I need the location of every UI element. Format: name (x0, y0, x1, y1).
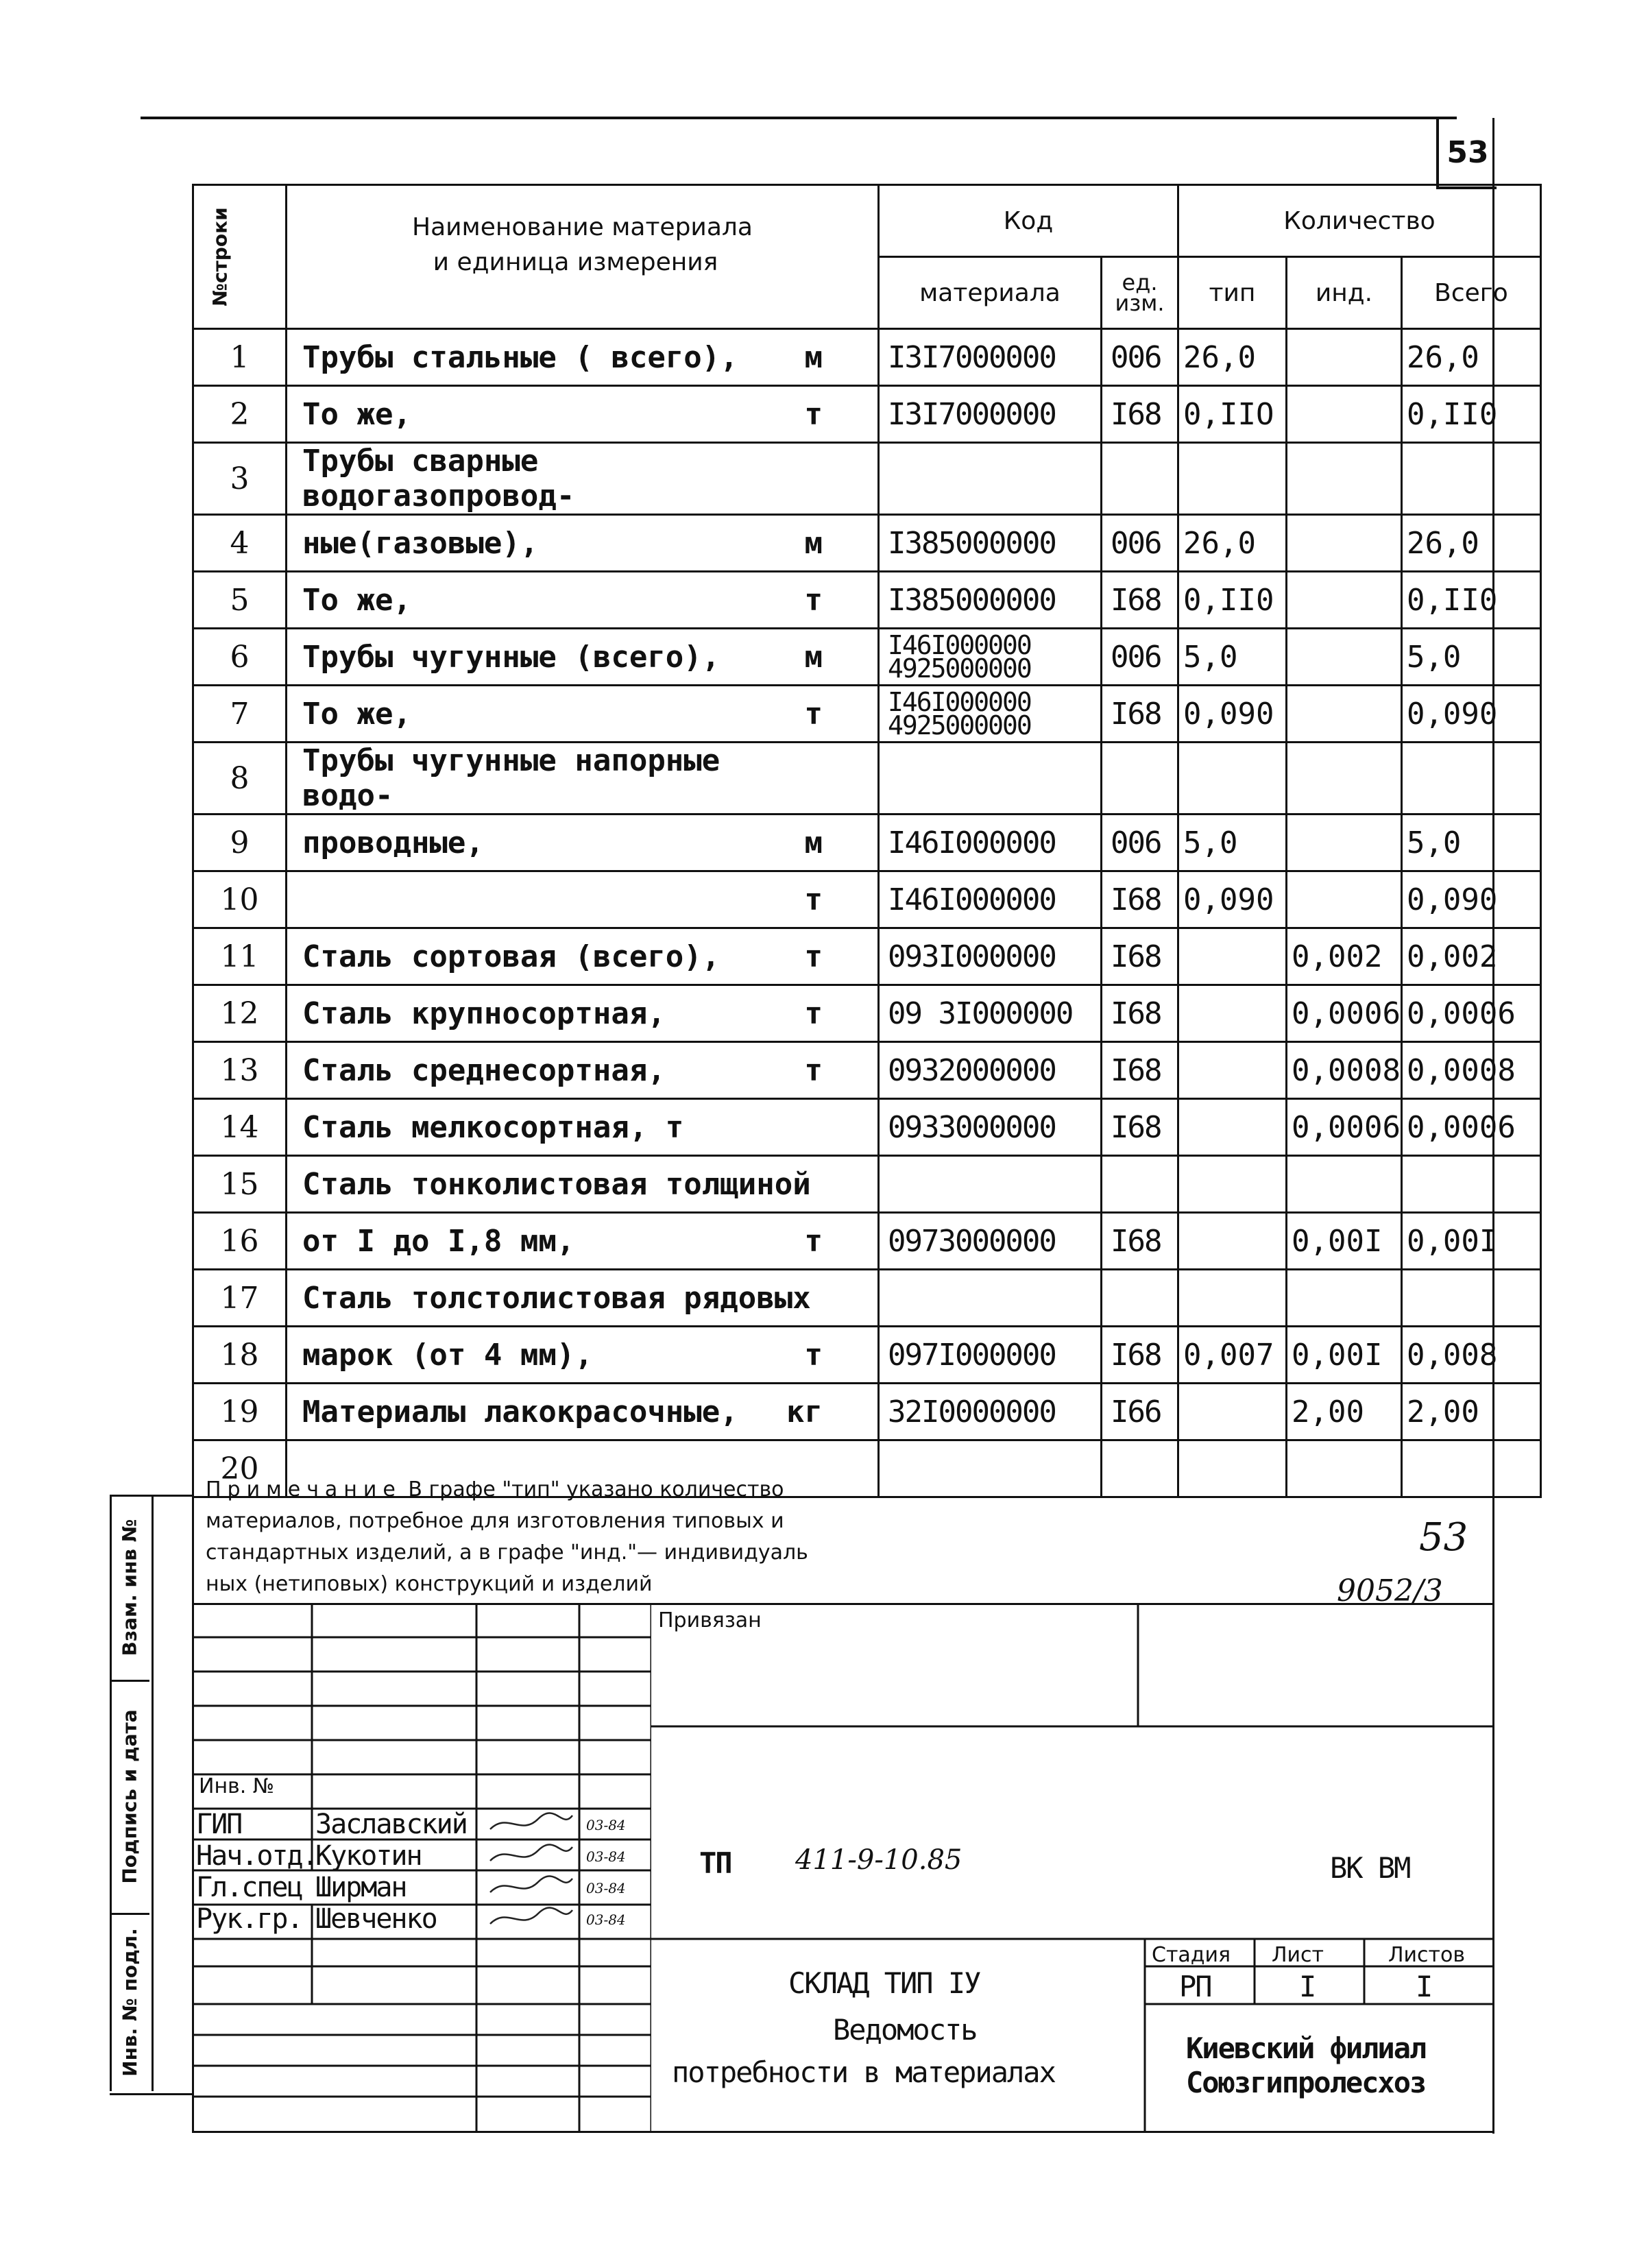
material-unit: т (804, 582, 823, 618)
qty-type (1178, 443, 1287, 515)
qty-total: 0,II0 (1401, 386, 1540, 443)
staff-date: 03-84 (586, 1880, 626, 1896)
staff-role: Рук.гр. (196, 1903, 302, 1935)
materials-table (192, 184, 1542, 1498)
staff-name: Шевченко (315, 1903, 437, 1935)
material-code: I46I000000 (879, 871, 1102, 928)
material-code: I3I7000000 (879, 329, 1102, 386)
stage-label: Стадия (1152, 1943, 1231, 1967)
qty-total: 2,00 (1401, 1384, 1540, 1440)
row-number: 12 (193, 985, 287, 1042)
qty-total: 0,II0 (1401, 572, 1540, 629)
qty-total (1401, 1270, 1540, 1327)
table-row (193, 815, 1541, 871)
qty-type (1178, 928, 1287, 985)
qty-total: 0,00I (1401, 1213, 1540, 1270)
code-header: Код (879, 185, 1178, 257)
material-code: 093I000000 (879, 928, 1102, 985)
unit-code: I68 (1102, 928, 1178, 985)
staff-row (192, 1872, 651, 1903)
row-number: 18 (193, 1327, 287, 1384)
table-row (193, 1213, 1541, 1270)
side-label-signature: Подпись и дата (118, 1709, 141, 1884)
material-code: 0932000000 (879, 1042, 1102, 1099)
note: Примечание В графе "тип" указано количество материалов, потребное для изготовления типовых и стандартных изделий, а в графе "инд."— индивидуаль ных (нетиповых) конструкций и изделий (206, 1477, 808, 1596)
row-number: 13 (193, 1042, 287, 1099)
material-name: То же, т (287, 386, 879, 443)
material-unit: т (804, 396, 823, 432)
code-unit-header: ед. изм. (1102, 257, 1178, 329)
table-row (193, 743, 1541, 815)
staff-role: Нач.отд. (196, 1840, 317, 1872)
qty-type: 5,0 (1178, 629, 1287, 686)
row-number: 17 (193, 1270, 287, 1327)
material-code: I385000000 (879, 515, 1102, 572)
unit-code: I68 (1102, 985, 1178, 1042)
unit-code (1102, 1156, 1178, 1213)
material-name (287, 871, 879, 928)
material-code: I385000000 (879, 572, 1102, 629)
material-name: проводные, м (287, 815, 879, 871)
staff-name: Заславский (315, 1809, 467, 1840)
top-rule (141, 117, 1457, 119)
material-code (879, 743, 1102, 815)
qty-total: 0,0008 (1401, 1042, 1540, 1099)
unit-code: I68 (1102, 686, 1178, 743)
row-number: 1 (193, 329, 287, 386)
title-line-1: СКЛАД ТИП IУ (788, 1966, 980, 2000)
table-row (193, 686, 1541, 743)
sheets-value: I (1416, 1970, 1432, 2003)
qty-type: 0,090 (1178, 871, 1287, 928)
qty-total (1401, 743, 1540, 815)
sheet-value: I (1299, 1970, 1316, 2003)
privyazan-label: Привязан (658, 1608, 762, 1632)
row-number: 6 (193, 629, 287, 686)
material-unit: м (804, 639, 823, 675)
qty-ind: 0,00I (1287, 1213, 1402, 1270)
qty-total: 0,090 (1401, 686, 1540, 743)
material-code: 32I0000000 (879, 1384, 1102, 1440)
handwritten-sheet-number: 53 (1419, 1515, 1468, 1560)
qty-type (1178, 985, 1287, 1042)
staff-name: Кукотин (315, 1840, 422, 1872)
qty-type: 0,090 (1178, 686, 1287, 743)
row-number: 14 (193, 1099, 287, 1156)
title-line-3: потребности в материалах (672, 2055, 1055, 2089)
qty-type (1178, 1042, 1287, 1099)
side-label-inventory: Инв. № подл. (118, 1927, 141, 2077)
qty-ind: 0,0008 (1287, 1042, 1402, 1099)
staff-date: 03-84 (586, 1817, 626, 1833)
qty-type-header: тип (1178, 257, 1287, 329)
name-header: Наименование материала и единица измерения (287, 185, 879, 329)
material-name: Сталь среднесортная, т (287, 1042, 879, 1099)
material-code: 097I000000 (879, 1327, 1102, 1384)
staff-name: Ширман (315, 1872, 407, 1903)
material-name: Трубы чугунные напорные водо- (287, 743, 879, 815)
qty-total: 0,002 (1401, 928, 1540, 985)
material-name: марок (от 4 мм), т (287, 1327, 879, 1384)
qty-total: 26,0 (1401, 515, 1540, 572)
table-row (193, 386, 1541, 443)
staff-row (192, 1809, 651, 1840)
unit-code: 006 (1102, 815, 1178, 871)
qty-total: 26,0 (1401, 329, 1540, 386)
material-unit: т (804, 1223, 823, 1259)
signature-mark (487, 1840, 576, 1872)
doc-code: ТП (699, 1846, 731, 1880)
row-number: 20 (193, 1440, 287, 1497)
unit-code (1102, 743, 1178, 815)
qty-ind (1287, 871, 1402, 928)
signature-mark (487, 1903, 576, 1935)
material-name: от I до I,8 мм, т (287, 1213, 879, 1270)
code-material-header: материала (879, 257, 1102, 329)
qty-ind (1287, 1156, 1402, 1213)
qty-ind (1287, 815, 1402, 871)
unit-code (1102, 443, 1178, 515)
unit-code: I66 (1102, 1384, 1178, 1440)
sheet-label: Лист (1272, 1943, 1324, 1967)
qty-ind-header: инд. (1287, 257, 1402, 329)
qty-ind (1287, 572, 1402, 629)
qty-type: 26,0 (1178, 515, 1287, 572)
qty-ind (1287, 443, 1402, 515)
row-number: 2 (193, 386, 287, 443)
material-unit: т (804, 996, 823, 1031)
row-number: 9 (193, 815, 287, 871)
material-unit: м (804, 339, 823, 375)
material-code: I46I000000 4925000000 (879, 686, 1102, 743)
qty-ind: 0,002 (1287, 928, 1402, 985)
unit-code (1102, 1270, 1178, 1327)
row-no-header: №строки (193, 185, 287, 329)
material-unit: кг (786, 1394, 823, 1429)
material-unit: м (804, 525, 823, 561)
material-code: I46I000000 (879, 815, 1102, 871)
qty-ind: 0,0006 (1287, 985, 1402, 1042)
staff-role: ГИП (196, 1809, 242, 1840)
staff-date: 03-84 (586, 1848, 626, 1865)
material-name: Сталь мелкосортная, т (287, 1099, 879, 1156)
material-code (879, 1270, 1102, 1327)
material-name: Трубы чугунные (всего), м (287, 629, 879, 686)
material-name: ные(газовые), м (287, 515, 879, 572)
material-code: I3I7000000 (879, 386, 1102, 443)
stamp-title-block (651, 1603, 1492, 2131)
material-name: Материалы лакокрасочные, кг (287, 1384, 879, 1440)
table-row (193, 928, 1541, 985)
unit-code: 006 (1102, 629, 1178, 686)
qty-ind (1287, 1270, 1402, 1327)
qty-type (1178, 743, 1287, 815)
material-name: Трубы стальные ( всего), м (287, 329, 879, 386)
qty-total: 0,090 (1401, 871, 1540, 928)
material-code: I46I000000 4925000000 (879, 629, 1102, 686)
material-name: Сталь крупносортная, т (287, 985, 879, 1042)
material-name: То же, т (287, 686, 879, 743)
row-number: 10 (193, 871, 287, 928)
table-row (193, 1099, 1541, 1156)
material-unit: т (804, 882, 823, 917)
material-unit: м (804, 825, 823, 860)
qty-ind (1287, 629, 1402, 686)
staff-role: Гл.спец (196, 1872, 302, 1903)
qty-type (1178, 1099, 1287, 1156)
material-name: Трубы сварные водогазопровод- (287, 443, 879, 515)
staff-date: 03-84 (586, 1911, 626, 1928)
row-number: 11 (193, 928, 287, 985)
material-name: Сталь тонколистовая толщиной (287, 1156, 879, 1213)
row-number: 4 (193, 515, 287, 572)
qty-ind (1287, 386, 1402, 443)
org-line-2: Союзгипролесхоз (1186, 2066, 1426, 2099)
qty-type: 0,II0 (1178, 572, 1287, 629)
qty-total: 5,0 (1401, 629, 1540, 686)
table-row (193, 572, 1541, 629)
material-name: То же, т (287, 572, 879, 629)
qty-type: 0,IIO (1178, 386, 1287, 443)
material-unit: т (804, 939, 823, 974)
table-row (193, 985, 1541, 1042)
qty-type (1178, 1270, 1287, 1327)
qty-ind (1287, 743, 1402, 815)
unit-code: I68 (1102, 871, 1178, 928)
unit-code: I68 (1102, 1327, 1178, 1384)
table-row (193, 329, 1541, 386)
row-number: 15 (193, 1156, 287, 1213)
table-row (193, 443, 1541, 515)
handwritten-doc-number: 9052/3 (1337, 1573, 1443, 1608)
material-name: Сталь сортовая (всего), т (287, 928, 879, 985)
material-unit: т (804, 1337, 823, 1373)
qty-total-header: Всего (1401, 257, 1540, 329)
material-name: Сталь толстолистовая рядовых (287, 1270, 879, 1327)
qty-type: 0,007 (1178, 1327, 1287, 1384)
qty-ind (1287, 686, 1402, 743)
row-number: 7 (193, 686, 287, 743)
qty-type: 26,0 (1178, 329, 1287, 386)
material-code (879, 1156, 1102, 1213)
qty-ind: 0,0006 (1287, 1099, 1402, 1156)
material-code: 0973000000 (879, 1213, 1102, 1270)
qty-total (1401, 1156, 1540, 1213)
table-row (193, 515, 1541, 572)
qty-ind (1287, 329, 1402, 386)
qty-total: 5,0 (1401, 815, 1540, 871)
signature-mark (487, 1872, 576, 1903)
unit-code: I68 (1102, 572, 1178, 629)
row-number: 8 (193, 743, 287, 815)
qty-total: 0,0006 (1401, 985, 1540, 1042)
qty-total: 0,008 (1401, 1327, 1540, 1384)
table-row (193, 1270, 1541, 1327)
note-title: Примечание (206, 1477, 402, 1501)
doc-mark: ВК ВМ (1330, 1851, 1410, 1885)
title-line-2: Ведомость (833, 2013, 977, 2047)
qty-type: 5,0 (1178, 815, 1287, 871)
doc-number: 411-9-10.85 (795, 1844, 962, 1876)
inv-no-label: Инв. № (199, 1774, 275, 1798)
qty-type (1178, 1384, 1287, 1440)
qty-type (1178, 1156, 1287, 1213)
qty-type (1178, 1213, 1287, 1270)
table-row (193, 1042, 1541, 1099)
material-unit: т (804, 696, 823, 732)
page-number: 53 (1436, 118, 1497, 189)
material-code (879, 443, 1102, 515)
material-unit: т (804, 1052, 823, 1088)
row-number: 16 (193, 1213, 287, 1270)
table-row (193, 1327, 1541, 1384)
unit-code: I68 (1102, 1099, 1178, 1156)
row-number: 3 (193, 443, 287, 515)
quantity-header: Количество (1178, 185, 1541, 257)
unit-code: 006 (1102, 515, 1178, 572)
table-row (193, 1384, 1541, 1440)
unit-code: I68 (1102, 386, 1178, 443)
row-number: 5 (193, 572, 287, 629)
org-line-1: Киевский филиал (1186, 2031, 1426, 2065)
unit-code: I68 (1102, 1042, 1178, 1099)
stage-value: РП (1179, 1970, 1211, 2003)
qty-ind (1287, 515, 1402, 572)
row-number: 19 (193, 1384, 287, 1440)
qty-total: 0,0006 (1401, 1099, 1540, 1156)
unit-code: I68 (1102, 1213, 1178, 1270)
table-row (193, 629, 1541, 686)
signature-mark (487, 1809, 576, 1840)
table-row (193, 1156, 1541, 1213)
side-label-replace: Взам. инв № (118, 1519, 141, 1656)
qty-ind: 0,00I (1287, 1327, 1402, 1384)
staff-row (192, 1840, 651, 1872)
sheets-label: Листов (1388, 1943, 1466, 1967)
material-code: 0933000000 (879, 1099, 1102, 1156)
staff-row (192, 1903, 651, 1935)
qty-total (1401, 443, 1540, 515)
material-code: 09 3I000000 (879, 985, 1102, 1042)
unit-code: 006 (1102, 329, 1178, 386)
qty-ind: 2,00 (1287, 1384, 1402, 1440)
table-row (193, 871, 1541, 928)
